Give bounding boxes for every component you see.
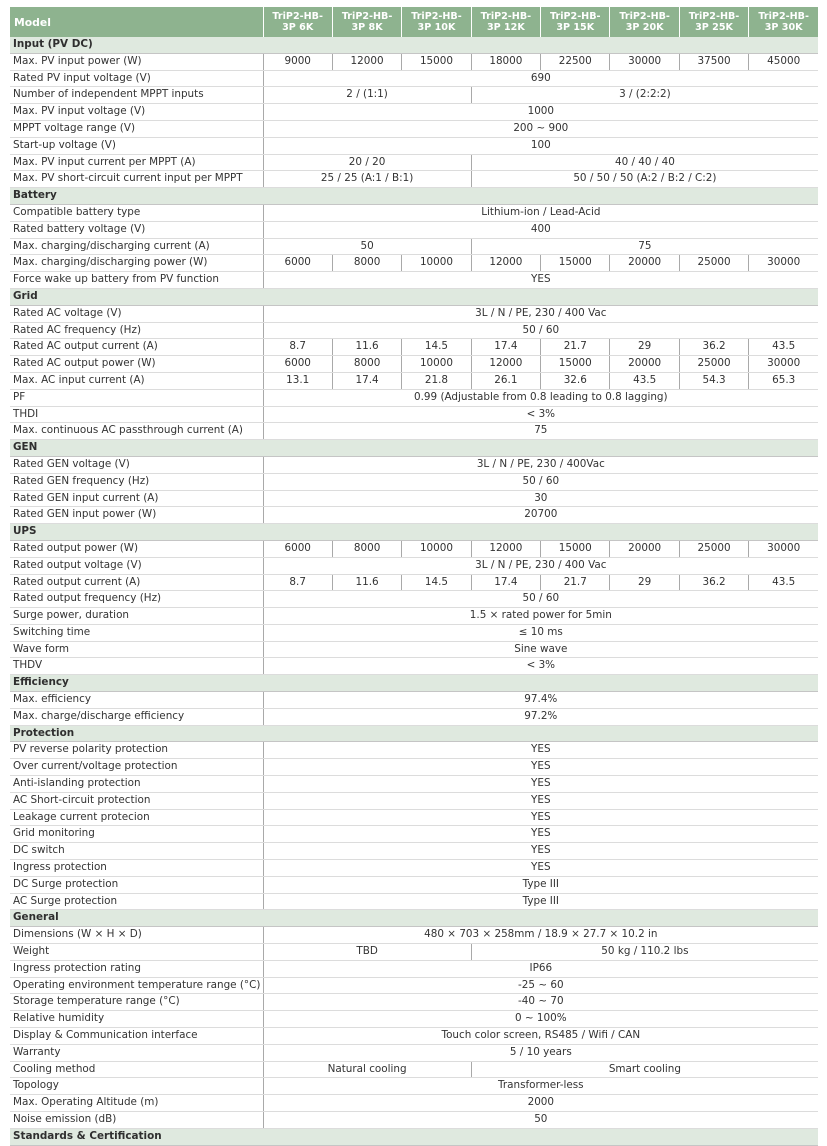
section-row	[10, 1128, 818, 1145]
spec-row	[10, 255, 818, 272]
model-header-20k: TriP2-HB- 3P 20K	[610, 7, 679, 37]
spec-row	[10, 826, 818, 843]
spec-row	[10, 708, 818, 725]
spec-row	[10, 87, 818, 104]
spec-label: Rated output power (W)	[10, 540, 263, 557]
spec-value: 15000	[541, 540, 610, 557]
spec-label: DC Surge protection	[10, 876, 263, 893]
spec-label: Wave form	[10, 641, 263, 658]
spec-row	[10, 204, 818, 221]
header-row	[10, 7, 818, 37]
spec-label: Switching time	[10, 624, 263, 641]
spec-value: 40 / 40 / 40	[471, 154, 818, 171]
spec-value: ≤ 10 ms	[263, 624, 818, 641]
spec-value: -25 ~ 60	[263, 977, 818, 994]
spec-label: PF	[10, 389, 263, 406]
spec-value: 17.4	[471, 339, 540, 356]
spec-value: 50 / 50 / 50 (A:2 / B:2 / C:2)	[471, 171, 818, 188]
spec-value: 29	[610, 339, 679, 356]
section-title: Efficiency	[10, 675, 818, 692]
spec-value: Type III	[263, 876, 818, 893]
spec-value: YES	[263, 759, 818, 776]
spec-value: YES	[263, 826, 818, 843]
spec-value: TBD	[263, 944, 471, 961]
spec-value: 29	[610, 574, 679, 591]
spec-value: Smart cooling	[471, 1061, 818, 1078]
spec-value: 50	[263, 238, 471, 255]
spec-row	[10, 608, 818, 625]
spec-row	[10, 960, 818, 977]
spec-row	[10, 557, 818, 574]
spec-value: 20 / 20	[263, 154, 471, 171]
spec-label: Rated output voltage (V)	[10, 557, 263, 574]
spec-label: Leakage current protecion	[10, 809, 263, 826]
spec-value: 2000	[263, 1095, 818, 1112]
spec-label: Topology	[10, 1078, 263, 1095]
spec-label: Max. Operating Altitude (m)	[10, 1095, 263, 1112]
spec-value: 50 / 60	[263, 473, 818, 490]
spec-label: Rated GEN input current (A)	[10, 490, 263, 507]
spec-row	[10, 692, 818, 709]
spec-value: Sine wave	[263, 641, 818, 658]
spec-value: 12000	[471, 356, 540, 373]
spec-label: Weight	[10, 944, 263, 961]
spec-label: Over current/voltage protection	[10, 759, 263, 776]
spec-label: Ingress protection rating	[10, 960, 263, 977]
spec-label: MPPT voltage range (V)	[10, 120, 263, 137]
spec-value: 8000	[332, 540, 401, 557]
spec-row	[10, 994, 818, 1011]
spec-row	[10, 1028, 818, 1045]
spec-row	[10, 977, 818, 994]
section-title: UPS	[10, 524, 818, 541]
spec-value: 36.2	[679, 339, 748, 356]
spec-row	[10, 1061, 818, 1078]
spec-label: Force wake up battery from PV function	[10, 272, 263, 289]
spec-value: 97.2%	[263, 708, 818, 725]
section-row	[10, 524, 818, 541]
spec-value: 30000	[610, 53, 679, 70]
spec-label: Rated GEN input power (W)	[10, 507, 263, 524]
spec-value: 12000	[471, 255, 540, 272]
spec-row	[10, 1112, 818, 1129]
spec-value: 6000	[263, 356, 332, 373]
spec-row	[10, 591, 818, 608]
spec-label: Rated GEN frequency (Hz)	[10, 473, 263, 490]
spec-row	[10, 809, 818, 826]
spec-row	[10, 1078, 818, 1095]
spec-value: 21.7	[541, 574, 610, 591]
spec-row	[10, 860, 818, 877]
spec-value: 8000	[332, 255, 401, 272]
spec-label: Relative humidity	[10, 1011, 263, 1028]
spec-label: Rated GEN voltage (V)	[10, 456, 263, 473]
spec-row	[10, 944, 818, 961]
spec-value: 5 / 10 years	[263, 1044, 818, 1061]
spec-row	[10, 372, 818, 389]
spec-value: 3L / N / PE, 230 / 400 Vac	[263, 305, 818, 322]
spec-value: 50	[263, 1112, 818, 1129]
spec-row	[10, 137, 818, 154]
spec-value: 43.5	[749, 574, 818, 591]
spec-value: 65.3	[749, 372, 818, 389]
spec-row	[10, 1044, 818, 1061]
spec-label: THDI	[10, 406, 263, 423]
spec-value: YES	[263, 809, 818, 826]
spec-value: 43.5	[749, 339, 818, 356]
spec-label: Rated PV input voltage (V)	[10, 70, 263, 87]
spec-value: 50 / 60	[263, 591, 818, 608]
spec-value: 0 ~ 100%	[263, 1011, 818, 1028]
spec-value: 32.6	[541, 372, 610, 389]
model-header-10k: TriP2-HB- 3P 10K	[402, 7, 471, 37]
spec-label: Grid monitoring	[10, 826, 263, 843]
spec-row	[10, 221, 818, 238]
spec-row	[10, 70, 818, 87]
spec-value: 21.8	[402, 372, 471, 389]
spec-row	[10, 843, 818, 860]
spec-value: 12000	[332, 53, 401, 70]
section-row	[10, 725, 818, 742]
spec-row	[10, 171, 818, 188]
spec-label: Max. continuous AC passthrough current (A)	[10, 423, 263, 440]
section-row	[10, 910, 818, 927]
spec-value: YES	[263, 792, 818, 809]
section-row	[10, 37, 818, 53]
spec-label: Rated AC output current (A)	[10, 339, 263, 356]
spec-value: 50 / 60	[263, 322, 818, 339]
spec-value: Transformer-less	[263, 1078, 818, 1095]
spec-value: 11.6	[332, 339, 401, 356]
spec-value: 30000	[749, 255, 818, 272]
spec-value: 97.4%	[263, 692, 818, 709]
spec-value: 8.7	[263, 339, 332, 356]
model-header-8k: TriP2-HB- 3P 8K	[332, 7, 401, 37]
spec-row	[10, 776, 818, 793]
spec-row	[10, 456, 818, 473]
spec-label: Cooling method	[10, 1061, 263, 1078]
spec-value: 25 / 25 (A:1 / B:1)	[263, 171, 471, 188]
spec-value: 45000	[749, 53, 818, 70]
spec-value: 20000	[610, 540, 679, 557]
spec-value: 30	[263, 490, 818, 507]
spec-value: 10000	[402, 540, 471, 557]
spec-label: Max. PV input current per MPPT (A)	[10, 154, 263, 171]
spec-label: Ingress protection	[10, 860, 263, 877]
spec-value: 8000	[332, 356, 401, 373]
spec-value: 1.5 × rated power for 5min	[263, 608, 818, 625]
spec-value: 3L / N / PE, 230 / 400 Vac	[263, 557, 818, 574]
section-title: Protection	[10, 725, 818, 742]
spec-label: Compatible battery type	[10, 204, 263, 221]
spec-label: Start-up voltage (V)	[10, 137, 263, 154]
spec-value: 14.5	[402, 339, 471, 356]
spec-value: 54.3	[679, 372, 748, 389]
spec-row	[10, 893, 818, 910]
spec-value: 20700	[263, 507, 818, 524]
spec-value: 25000	[679, 356, 748, 373]
spec-row	[10, 1011, 818, 1028]
spec-value: 10000	[402, 356, 471, 373]
spec-label: Storage temperature range (°C)	[10, 994, 263, 1011]
spec-value: 17.4	[332, 372, 401, 389]
spec-value: 22500	[541, 53, 610, 70]
spec-label: Max. charging/discharging power (W)	[10, 255, 263, 272]
spec-value: IP66	[263, 960, 818, 977]
spec-label: AC Short-circuit protection	[10, 792, 263, 809]
spec-row	[10, 540, 818, 557]
spec-value: Type III	[263, 893, 818, 910]
spec-row	[10, 1095, 818, 1112]
spec-row	[10, 658, 818, 675]
spec-value: 12000	[471, 540, 540, 557]
spec-label: Rated AC output power (W)	[10, 356, 263, 373]
spec-label: Rated AC voltage (V)	[10, 305, 263, 322]
spec-value: 43.5	[610, 372, 679, 389]
spec-label: AC Surge protection	[10, 893, 263, 910]
spec-row	[10, 272, 818, 289]
spec-row	[10, 624, 818, 641]
spec-value: Touch color screen, RS485 / Wifi / CAN	[263, 1028, 818, 1045]
section-title: Battery	[10, 188, 818, 205]
spec-label: Rated AC frequency (Hz)	[10, 322, 263, 339]
spec-row	[10, 507, 818, 524]
spec-value: 100	[263, 137, 818, 154]
spec-label: Max. charge/discharge efficiency	[10, 708, 263, 725]
spec-value: 15000	[541, 356, 610, 373]
spec-label: PV reverse polarity protection	[10, 742, 263, 759]
spec-value: YES	[263, 776, 818, 793]
spec-value: YES	[263, 843, 818, 860]
spec-row	[10, 305, 818, 322]
spec-value: 15000	[541, 255, 610, 272]
spec-value: 14.5	[402, 574, 471, 591]
spec-value: 21.7	[541, 339, 610, 356]
spec-row	[10, 759, 818, 776]
spec-value: 20000	[610, 255, 679, 272]
spec-label: Max. efficiency	[10, 692, 263, 709]
section-title: Grid	[10, 288, 818, 305]
spec-row	[10, 389, 818, 406]
spec-value: 15000	[402, 53, 471, 70]
spec-row	[10, 641, 818, 658]
spec-label: Max. PV input power (W)	[10, 53, 263, 70]
spec-row	[10, 406, 818, 423]
spec-row	[10, 742, 818, 759]
spec-value: 13.1	[263, 372, 332, 389]
spec-label: Operating environment temperature range (°C)	[10, 977, 263, 994]
spec-value: 30000	[749, 540, 818, 557]
spec-value: 50 kg / 110.2 lbs	[471, 944, 818, 961]
spec-value: 25000	[679, 540, 748, 557]
spec-value: 9000	[263, 53, 332, 70]
spec-label: Rated output frequency (Hz)	[10, 591, 263, 608]
spec-row	[10, 339, 818, 356]
spec-value: < 3%	[263, 406, 818, 423]
spec-table	[10, 7, 818, 1146]
spec-value: Lithium-ion / Lead-Acid	[263, 204, 818, 221]
spec-value: 18000	[471, 53, 540, 70]
spec-label: Surge power, duration	[10, 608, 263, 625]
spec-value: YES	[263, 742, 818, 759]
spec-row	[10, 104, 818, 121]
spec-label: Rated battery voltage (V)	[10, 221, 263, 238]
spec-body	[10, 37, 818, 1145]
spec-value: 400	[263, 221, 818, 238]
spec-value: 37500	[679, 53, 748, 70]
spec-row	[10, 574, 818, 591]
spec-label: Warranty	[10, 1044, 263, 1061]
spec-value: -40 ~ 70	[263, 994, 818, 1011]
section-row	[10, 440, 818, 457]
spec-row	[10, 356, 818, 373]
spec-label: Max. AC input current (A)	[10, 372, 263, 389]
spec-row	[10, 792, 818, 809]
spec-value: 0.99 (Adjustable from 0.8 leading to 0.8 lagging)	[263, 389, 818, 406]
spec-value: 20000	[610, 356, 679, 373]
spec-row	[10, 53, 818, 70]
spec-label: DC switch	[10, 843, 263, 860]
spec-label: Anti-islanding protection	[10, 776, 263, 793]
spec-value: 200 ~ 900	[263, 120, 818, 137]
section-row	[10, 288, 818, 305]
spec-label: Dimensions (W × H × D)	[10, 927, 263, 944]
spec-value: 690	[263, 70, 818, 87]
spec-value: 8.7	[263, 574, 332, 591]
spec-value: 3L / N / PE, 230 / 400Vac	[263, 456, 818, 473]
model-header-12k: TriP2-HB- 3P 12K	[471, 7, 540, 37]
section-title: GEN	[10, 440, 818, 457]
spec-value: 30000	[749, 356, 818, 373]
spec-row	[10, 238, 818, 255]
spec-value: 25000	[679, 255, 748, 272]
model-header-30k: TriP2-HB- 3P 30K	[749, 7, 818, 37]
spec-label: Display & Communication interface	[10, 1028, 263, 1045]
spec-label: Number of independent MPPT inputs	[10, 87, 263, 104]
spec-row	[10, 927, 818, 944]
spec-label: Max. charging/discharging current (A)	[10, 238, 263, 255]
spec-value: 6000	[263, 255, 332, 272]
model-header-25k: TriP2-HB- 3P 25K	[679, 7, 748, 37]
spec-label: Rated output current (A)	[10, 574, 263, 591]
spec-value: 10000	[402, 255, 471, 272]
spec-value: < 3%	[263, 658, 818, 675]
spec-row	[10, 423, 818, 440]
spec-value: YES	[263, 860, 818, 877]
spec-label: Max. PV short-circuit current input per MPPT	[10, 171, 263, 188]
section-title: Standards & Certification	[10, 1128, 818, 1145]
spec-value: 26.1	[471, 372, 540, 389]
model-header-6k: TriP2-HB- 3P 6K	[263, 7, 332, 37]
spec-row	[10, 322, 818, 339]
spec-row	[10, 490, 818, 507]
spec-value: 480 × 703 × 258mm / 18.9 × 27.7 × 10.2 in	[263, 927, 818, 944]
spec-row	[10, 154, 818, 171]
spec-row	[10, 473, 818, 490]
section-title: Input (PV DC)	[10, 37, 818, 53]
spec-value: 3 / (2:2:2)	[471, 87, 818, 104]
spec-value: 17.4	[471, 574, 540, 591]
spec-value: 11.6	[332, 574, 401, 591]
spec-value: Natural cooling	[263, 1061, 471, 1078]
spec-value: 6000	[263, 540, 332, 557]
spec-label: THDV	[10, 658, 263, 675]
section-title: General	[10, 910, 818, 927]
spec-value: YES	[263, 272, 818, 289]
spec-value: 75	[471, 238, 818, 255]
spec-value: 36.2	[679, 574, 748, 591]
spec-value: 75	[263, 423, 818, 440]
spec-value: 2 / (1:1)	[263, 87, 471, 104]
model-header: Model	[10, 7, 263, 37]
section-row	[10, 188, 818, 205]
spec-label: Noise emission (dB)	[10, 1112, 263, 1129]
spec-value: 1000	[263, 104, 818, 121]
spec-label: Max. PV input voltage (V)	[10, 104, 263, 121]
section-row	[10, 675, 818, 692]
spec-row	[10, 876, 818, 893]
spec-row	[10, 120, 818, 137]
model-header-15k: TriP2-HB- 3P 15K	[541, 7, 610, 37]
